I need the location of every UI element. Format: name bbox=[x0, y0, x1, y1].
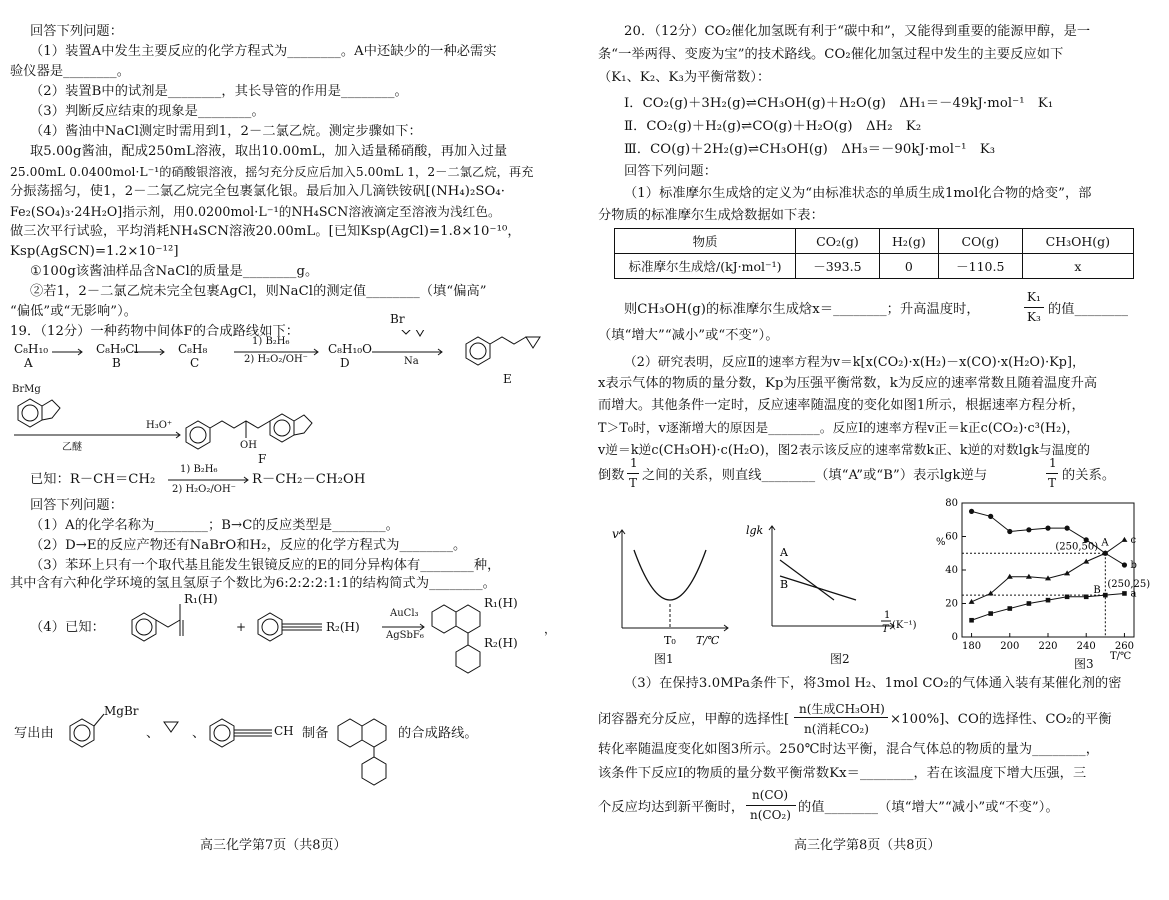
text-line: （2）研究表明，反应Ⅱ的速率方程为v＝k[x(CO₂)·x(H₂)－x(CO)·x(H₂O)·Kp]， bbox=[624, 354, 1085, 369]
text-line: （3）在保持3.0MPa条件下，将3mol H₂、1mol CO₂的气体通入装有某催化剂的密 bbox=[624, 676, 1122, 691]
q4-prod-r2: R₂(H) bbox=[484, 636, 518, 650]
fig3-series-label: b bbox=[1130, 559, 1137, 571]
fig3-series-label: a bbox=[1130, 588, 1137, 600]
text-line: 的关系。 bbox=[1062, 468, 1116, 483]
q4-ch: CH bbox=[274, 724, 294, 738]
left-page bbox=[0, 0, 584, 900]
right-page bbox=[584, 0, 1169, 900]
text-line: 取5.00g酱油，配成250mL溶液，取出10.00mL，加入适量稀硝酸，再加入过量 bbox=[30, 144, 508, 159]
q4-plus: + bbox=[236, 620, 247, 634]
frac-num: n(生成CH₃OH) bbox=[799, 702, 885, 716]
fig3-xtick-label: 220 bbox=[1038, 641, 1058, 652]
fig3-point bbox=[1046, 598, 1051, 603]
fig3-xtick-label: 260 bbox=[1114, 641, 1134, 652]
fig1-ylabel: v bbox=[612, 527, 619, 541]
fig2-ylabel: lgk bbox=[746, 524, 764, 537]
fig3-point bbox=[1065, 526, 1070, 531]
fig3-point bbox=[988, 514, 993, 519]
text-line: 倒数 bbox=[598, 468, 625, 483]
table-cell: －393.5 bbox=[796, 254, 880, 279]
table-cell: x bbox=[1022, 254, 1133, 279]
text-line: （2）D→E的反应产物还有NaBrO和H₂，反应的化学方程式为________。 bbox=[30, 538, 467, 553]
frac-den: K₃ bbox=[1027, 310, 1041, 324]
q4-mgbr: MgBr bbox=[104, 704, 139, 718]
compound-d-label: D bbox=[340, 356, 350, 370]
text-line: Fe₂(SO₄)₃·24H₂O]指示剂，用0.0200mol·L⁻¹的NH₄SCN溶液滴定至溶液为浅红色。 bbox=[10, 204, 501, 219]
fig1-xlabel: T/℃ bbox=[696, 634, 720, 647]
fig3-point bbox=[969, 618, 974, 623]
text-line: 转化率随温度变化如图3所示。250℃时达平衡，混合气体总的物质的量为________， bbox=[598, 742, 1099, 757]
q4-sep2: 、 bbox=[192, 726, 206, 741]
text-line: 该条件下反应Ⅰ的物质的量分数平衡常数Kx＝________，若在该温度下增大压强，三 bbox=[598, 766, 1087, 781]
frac-bar bbox=[1046, 473, 1058, 474]
q4-route-end: 的合成路线。 bbox=[398, 726, 478, 741]
text-line: 的值________（填“增大”“减小”或“不变”）。 bbox=[798, 800, 1059, 815]
fig3-annot-a: (250,50) bbox=[1055, 541, 1099, 553]
fig3-point bbox=[1064, 570, 1070, 575]
text-line: ①100g该酱油样品含NaCl的质量是________g。 bbox=[30, 264, 319, 279]
compound-a-label: A bbox=[24, 356, 33, 370]
fig1-caption: 图1 bbox=[654, 652, 674, 666]
frac-bar bbox=[746, 805, 796, 806]
text-line: （1）装置A中发生主要反应的化学方程式为________。A中还缺少的一种必需实 bbox=[30, 44, 497, 59]
table-cell: －110.5 bbox=[938, 254, 1022, 279]
compound-c-label: C bbox=[190, 356, 200, 370]
fig3-point bbox=[1103, 593, 1108, 598]
compound-b-formula: C₈H₉Cl bbox=[96, 342, 139, 356]
text-line: Ⅰ．CO₂(g)＋3H₂(g)⇌CH₃OH(g)＋H₂O(g) ΔH₁＝－49kJ·mol⁻¹ K₁ bbox=[624, 96, 1054, 111]
reagent-ether: 乙醚 bbox=[62, 442, 82, 453]
compound-e-label: E bbox=[503, 372, 512, 386]
compound-f-label: F bbox=[258, 452, 267, 466]
fig2-line-b: B bbox=[780, 578, 789, 591]
text-line: 的值________ bbox=[1048, 302, 1129, 317]
q4-comma: ， bbox=[544, 622, 557, 636]
fig3-point bbox=[988, 611, 993, 616]
text-line: 回答下列问题： bbox=[30, 24, 124, 39]
frac-num: 1 bbox=[630, 456, 638, 470]
frac-den: n(CO₂) bbox=[750, 808, 791, 822]
figure-2 bbox=[744, 518, 924, 653]
frac-bar bbox=[627, 473, 639, 474]
reagent-br: Br bbox=[390, 312, 405, 326]
table-header: CO₂(g) bbox=[796, 229, 880, 254]
condition-bottom: 2) H₂O₂/OH⁻ bbox=[244, 354, 308, 365]
text-line: （2）装置B中的试剂是________，其长导管的作用是________。 bbox=[30, 84, 408, 99]
fig3-point bbox=[1122, 562, 1127, 567]
grignard-brmg: BrMg bbox=[12, 384, 41, 395]
fig3-label-b: B bbox=[1093, 585, 1101, 597]
frac-den: T bbox=[629, 476, 638, 490]
text-line: 验仪器是________。 bbox=[10, 64, 130, 79]
fig3-ytick-label: 60 bbox=[945, 531, 958, 543]
compound-c-formula: C₈H₈ bbox=[178, 342, 208, 356]
text-line: 回答下列问题： bbox=[30, 498, 124, 513]
text-line: 19．（12分）一种药物中间体F的合成路线如下： bbox=[10, 324, 300, 339]
fig3-frame bbox=[962, 503, 1137, 637]
fig3-xtick-label: 180 bbox=[962, 641, 982, 652]
text-line: 其中含有六种化学环境的氢且氢原子个数比为6:2:2:2:1:1的结构简式为________。 bbox=[10, 576, 496, 591]
enthalpy-table bbox=[614, 228, 1134, 279]
fig3-caption: 图3 bbox=[1074, 657, 1094, 671]
fig3-point bbox=[1103, 551, 1108, 556]
table-header: H₂(g) bbox=[879, 229, 938, 254]
fig2-xunit: (K⁻¹) bbox=[892, 620, 917, 631]
fig3-point bbox=[1007, 529, 1012, 534]
frac-num: n(CO) bbox=[752, 788, 789, 802]
table-cell: 0 bbox=[879, 254, 938, 279]
text-line: （1）标准摩尔生成焓的定义为“由标准状态的单质生成1mol化合物的焓变”，部 bbox=[624, 186, 1092, 201]
text-line: 做三次平行试验，平均消耗NH₄SCN溶液20.00mL。[已知Ksp(AgCl)=1.8×10⁻¹⁰， bbox=[10, 224, 521, 239]
q4-sep1: 、 bbox=[146, 726, 160, 741]
fig3-label-a: A bbox=[1101, 537, 1109, 549]
text-line: Ksp(AgSCN)=1.2×10⁻¹²] bbox=[10, 244, 179, 259]
fig1-t0: T₀ bbox=[664, 634, 676, 647]
fig3-ytick-label: 80 bbox=[945, 498, 958, 509]
text-line: （填“增大”“减小”或“不变”）。 bbox=[598, 328, 779, 343]
fig2-xnum: 1 bbox=[884, 610, 891, 621]
fig3-ytick-label: 0 bbox=[951, 632, 958, 643]
figure-3-chart bbox=[934, 495, 1156, 660]
text-line: （1）A的化学名称为________；B→C的反应类型是________。 bbox=[30, 518, 399, 533]
fig3-point bbox=[1084, 595, 1089, 600]
fig2-caption: 图2 bbox=[830, 652, 850, 666]
text-line: ×100%]、CO的选择性、CO₂的平衡 bbox=[890, 712, 1112, 727]
hydroxyl-label: OH bbox=[240, 440, 257, 451]
text-line: 20．（12分）CO₂催化加氢既有利于“碳中和”，又能得到重要的能源甲醇，是一 bbox=[624, 24, 1091, 39]
fig3-point bbox=[1065, 595, 1070, 600]
table-header: CH₃OH(g) bbox=[1022, 229, 1133, 254]
compound-b-label: B bbox=[112, 356, 121, 370]
q4-label: （4）已知： bbox=[30, 620, 105, 635]
table-row-label: 标准摩尔生成焓/(kJ·mol⁻¹) bbox=[615, 254, 796, 279]
text-line: 则CH₃OH(g)的标准摩尔生成焓x＝________；升高温度时， bbox=[624, 302, 980, 317]
q4-r2h: R₂(H) bbox=[326, 620, 360, 634]
text-line: （K₁、K₂、K₃为平衡常数）： bbox=[598, 70, 771, 85]
text-line: 回答下列问题： bbox=[624, 164, 718, 179]
fig3-point bbox=[1045, 526, 1050, 531]
fig3-xtick-label: 200 bbox=[1000, 641, 1020, 652]
text-line: “偏低”或“无影响”）。 bbox=[10, 304, 138, 319]
text-line: v逆＝k逆c(CH₃OH)·c(H₂O)，图2表示该反应的速率常数k正、k逆的对数lgk与温度的 bbox=[598, 442, 1091, 457]
q4-prod-r1: R₁(H) bbox=[484, 596, 518, 610]
text-line: 个反应均达到新平衡时， bbox=[598, 800, 745, 815]
figure-1 bbox=[604, 520, 734, 650]
fig3-point bbox=[1027, 601, 1032, 606]
known-cond-top: 1) B₂H₆ bbox=[180, 464, 218, 475]
text-line: ②若1，2－二氯乙烷未完全包裹AgCl，则NaCl的测定值________（填“偏高” bbox=[30, 284, 487, 299]
fig3-series-c bbox=[972, 540, 1125, 602]
condition-top: 1) B₂H₆ bbox=[252, 336, 290, 347]
compound-a-formula: C₈H₁₀ bbox=[14, 342, 49, 356]
known-suffix: R－CH₂－CH₂OH bbox=[252, 472, 366, 487]
page-footer: 高三化学第7页（共8页） bbox=[200, 838, 347, 853]
fig3-annot-b: (250,25) bbox=[1107, 579, 1151, 591]
fig2-line-a: A bbox=[780, 546, 788, 559]
text-line: Ⅱ．CO₂(g)＋H₂(g)⇌CO(g)＋H₂O(g) ΔH₂ K₂ bbox=[624, 119, 922, 134]
text-line: 25.00mL 0.0400mol·L⁻¹的硝酸银溶液，摇匀充分反应后加入5.00mL 1，2－二氯乙烷，再充 bbox=[10, 165, 534, 179]
text-line: T＞T₀时，v逐渐增大的原因是________。反应Ⅰ的速率方程v正＝k正c(CO₂)·c³(H₂)， bbox=[598, 420, 1080, 435]
reagent-h3o: H₃O⁺ bbox=[146, 420, 173, 431]
fig3-ylabel: % bbox=[936, 536, 946, 548]
text-line: 条“一举两得、变废为宝”的技术路线。CO₂催化加氢过程中发生的主要反应如下 bbox=[598, 47, 1064, 62]
q4-cat-bottom: AgSbF₆ bbox=[386, 630, 424, 641]
fig3-point bbox=[969, 509, 974, 514]
fig3-ytick-label: 40 bbox=[945, 565, 958, 576]
known-cond-bottom: 2) H₂O₂/OH⁻ bbox=[172, 484, 236, 495]
frac-num: 1 bbox=[1049, 456, 1057, 470]
fig3-xtick-label: 240 bbox=[1076, 641, 1096, 652]
compound-d-formula: C₈H₁₀O bbox=[328, 342, 372, 356]
q4-write-from: 写出由 bbox=[14, 726, 54, 741]
fig3-xlabel: T/℃ bbox=[1110, 651, 1132, 660]
q4-r1h: R₁(H) bbox=[184, 592, 218, 606]
text-line: 分物质的标准摩尔生成焓数据如下表： bbox=[598, 208, 824, 223]
text-line: （4）酱油中NaCl测定时需用到1，2－二氯乙烷。测定步骤如下： bbox=[30, 124, 422, 139]
fig3-series-label: c bbox=[1130, 534, 1137, 546]
reagent-na: Na bbox=[404, 356, 419, 367]
text-line: x表示气体的物质的量分数，Kp为压强平衡常数，k为反应的速率常数且随着温度升高 bbox=[598, 376, 1098, 391]
text-line: （3）判断反应结束的现象是________。 bbox=[30, 104, 265, 119]
fig3-point bbox=[1121, 537, 1127, 542]
text-line: （3）苯环上只有一个取代基且能发生银镜反应的E的同分异构体有________种， bbox=[30, 558, 501, 573]
table-header: 物质 bbox=[615, 229, 796, 254]
text-line: Ⅲ．CO(g)＋2H₂(g)⇌CH₃OH(g) ΔH₃＝－90kJ·mol⁻¹ K₃ bbox=[624, 142, 996, 157]
table-header: CO(g) bbox=[938, 229, 1022, 254]
fig3-point bbox=[1122, 591, 1127, 596]
text-line: 闭容器充分反应，甲醇的选择性[ bbox=[598, 712, 790, 727]
frac-bar bbox=[794, 717, 888, 718]
fig3-series-a bbox=[972, 593, 1125, 620]
known-prefix: 已知：R－CH＝CH₂ bbox=[30, 472, 156, 487]
text-line: 之间的关系，则直线________（填“A”或“B”）表示lgk逆与 bbox=[642, 468, 988, 483]
fig2-xden: T bbox=[882, 624, 889, 635]
q4-cat-top: AuCl₃ bbox=[390, 608, 419, 619]
frac-den: n(消耗CO₂) bbox=[804, 722, 869, 736]
frac-den: T bbox=[1048, 476, 1057, 490]
q4-prepare: 制备 bbox=[302, 726, 329, 741]
fig3-ytick-label: 20 bbox=[945, 598, 958, 610]
text-line: 而增大。其他条件一定时，反应速率随温度的变化如图1所示，根据速率方程分析， bbox=[598, 398, 1085, 413]
fig3-point bbox=[1026, 527, 1031, 532]
text-line: 分振荡摇匀，使1，2－二氯乙烷完全包裹氯化银。最后加入几滴铁铵矾[(NH₄)₂SO₄· bbox=[10, 184, 506, 199]
frac-bar bbox=[1024, 307, 1044, 308]
page-footer: 高三化学第8页（共8页） bbox=[794, 838, 941, 853]
fig3-point bbox=[1007, 606, 1012, 611]
frac-num: K₁ bbox=[1027, 290, 1041, 304]
